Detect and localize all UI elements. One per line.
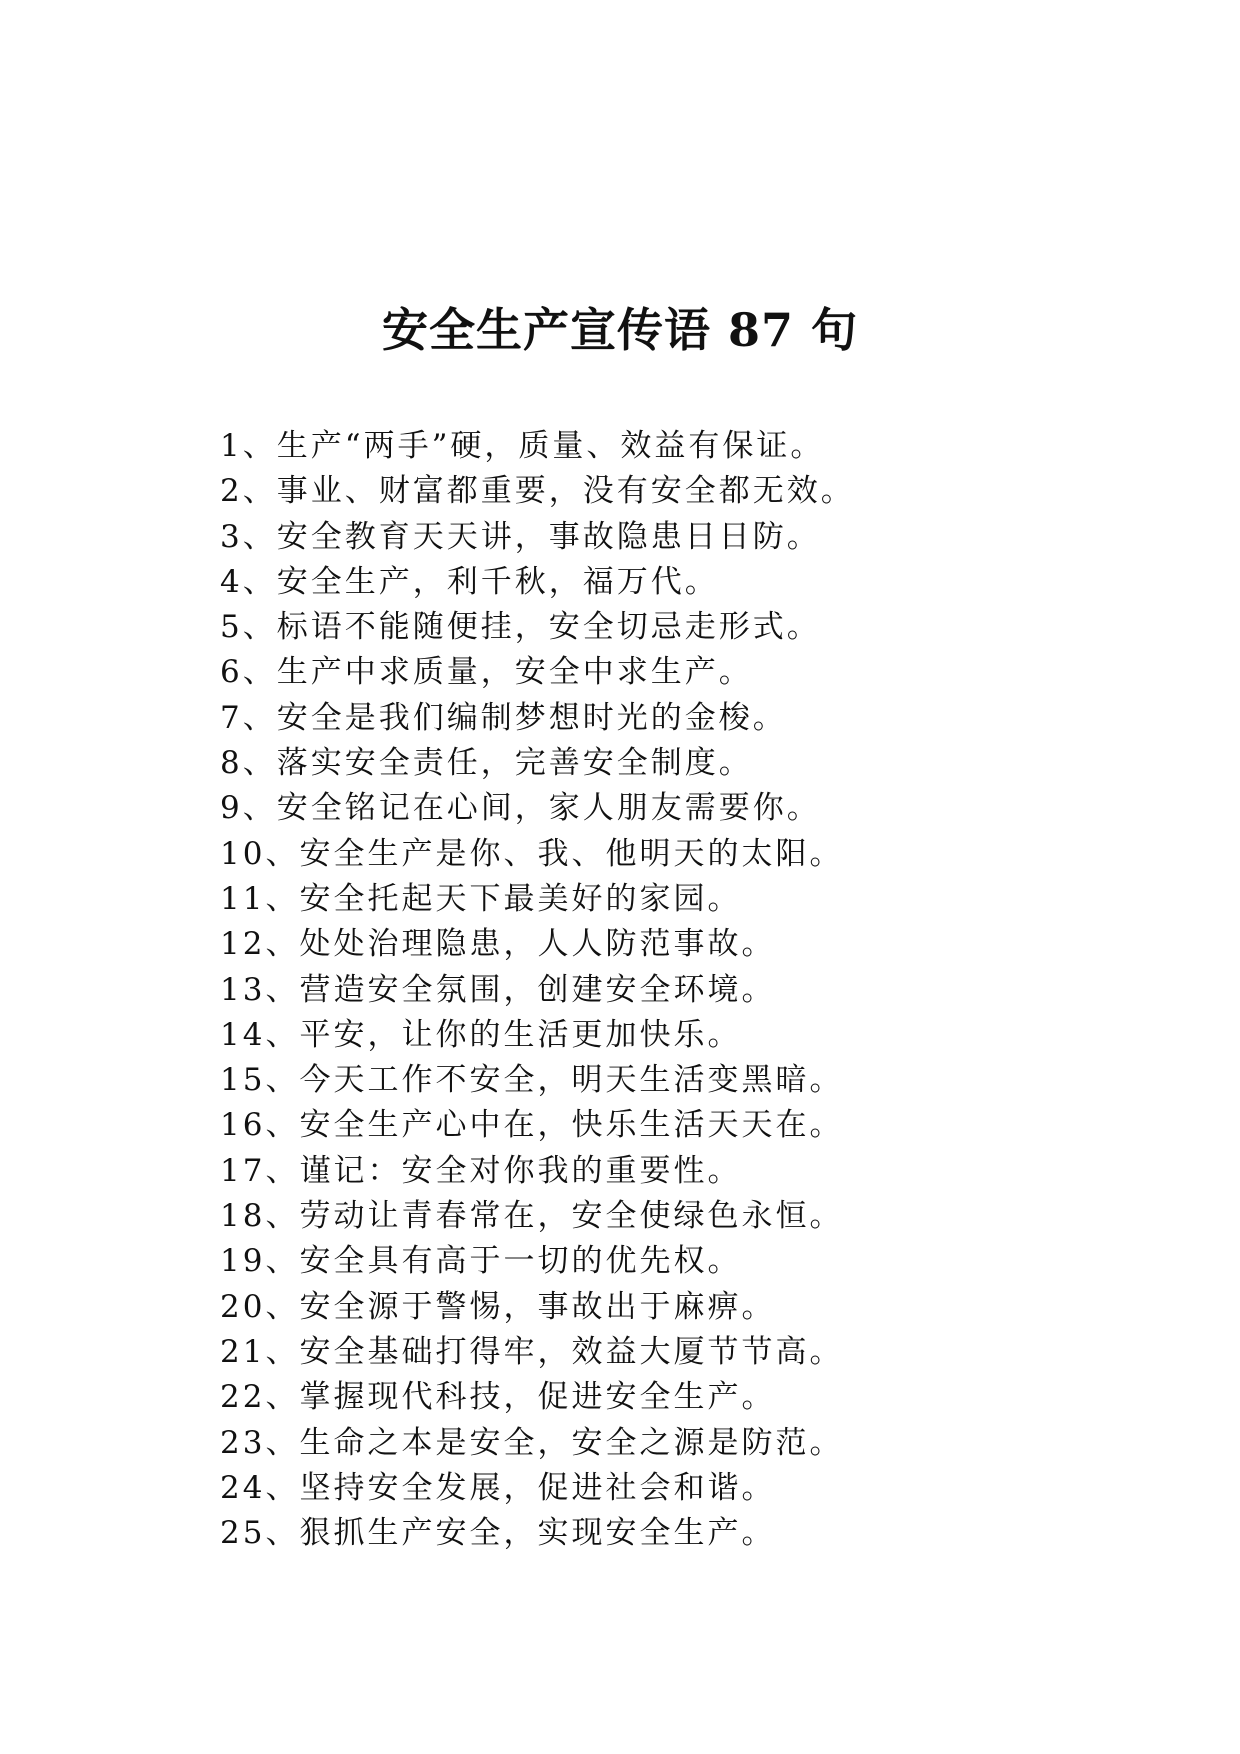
list-item: 22、掌握现代科技，促进安全生产。 bbox=[220, 1379, 776, 1416]
list-item: 9、安全铭记在心间，家人朋友需要你。 bbox=[220, 790, 821, 827]
page-title: 安全生产宣传语 87 句 bbox=[381, 303, 859, 357]
list-item: 23、生命之本是安全，安全之源是防范。 bbox=[220, 1424, 844, 1461]
slogan-list bbox=[220, 424, 1180, 1556]
list-item: 8、落实安全责任，完善安全制度。 bbox=[220, 745, 753, 782]
list-item: 4、安全生产，利千秋，福万代。 bbox=[220, 563, 719, 600]
list-item: 2、事业、财富都重要，没有安全都无效。 bbox=[220, 473, 855, 510]
list-item: 19、安全具有高于一切的优先权。 bbox=[220, 1243, 742, 1280]
list-item: 16、安全生产心中在，快乐生活天天在。 bbox=[220, 1107, 844, 1144]
list-item: 7、安全是我们编制梦想时光的金梭。 bbox=[220, 699, 787, 736]
list-item: 13、营造安全氛围，创建安全环境。 bbox=[220, 971, 776, 1008]
list-item: 15、今天工作不安全，明天生活变黑暗。 bbox=[220, 1062, 844, 1099]
list-item: 20、安全源于警惕，事故出于麻痹。 bbox=[220, 1288, 776, 1325]
list-item: 12、处处治理隐患，人人防范事故。 bbox=[220, 926, 776, 963]
list-item: 11、安全托起天下最美好的家园。 bbox=[220, 880, 742, 917]
list-item: 24、坚持安全发展，促进社会和谐。 bbox=[220, 1469, 776, 1506]
list-item: 18、劳动让青春常在，安全使绿色永恒。 bbox=[220, 1198, 844, 1235]
list-item: 17、谨记：安全对你我的重要性。 bbox=[220, 1152, 742, 1189]
list-item: 10、安全生产是你、我、他明天的太阳。 bbox=[220, 835, 844, 872]
list-item: 21、安全基础打得牢，效益大厦节节高。 bbox=[220, 1333, 844, 1370]
list-item: 6、生产中求质量，安全中求生产。 bbox=[220, 654, 753, 691]
list-item: 25、狠抓生产安全，实现安全生产。 bbox=[220, 1515, 776, 1552]
list-item: 14、平安，让你的生活更加快乐。 bbox=[220, 1016, 742, 1053]
list-item: 1、生产“两手”硬，质量、效益有保证。 bbox=[220, 428, 825, 464]
list-item: 3、安全教育天天讲，事故隐患日日防。 bbox=[220, 518, 821, 555]
list-item: 5、标语不能随便挂，安全切忌走形式。 bbox=[220, 609, 821, 646]
